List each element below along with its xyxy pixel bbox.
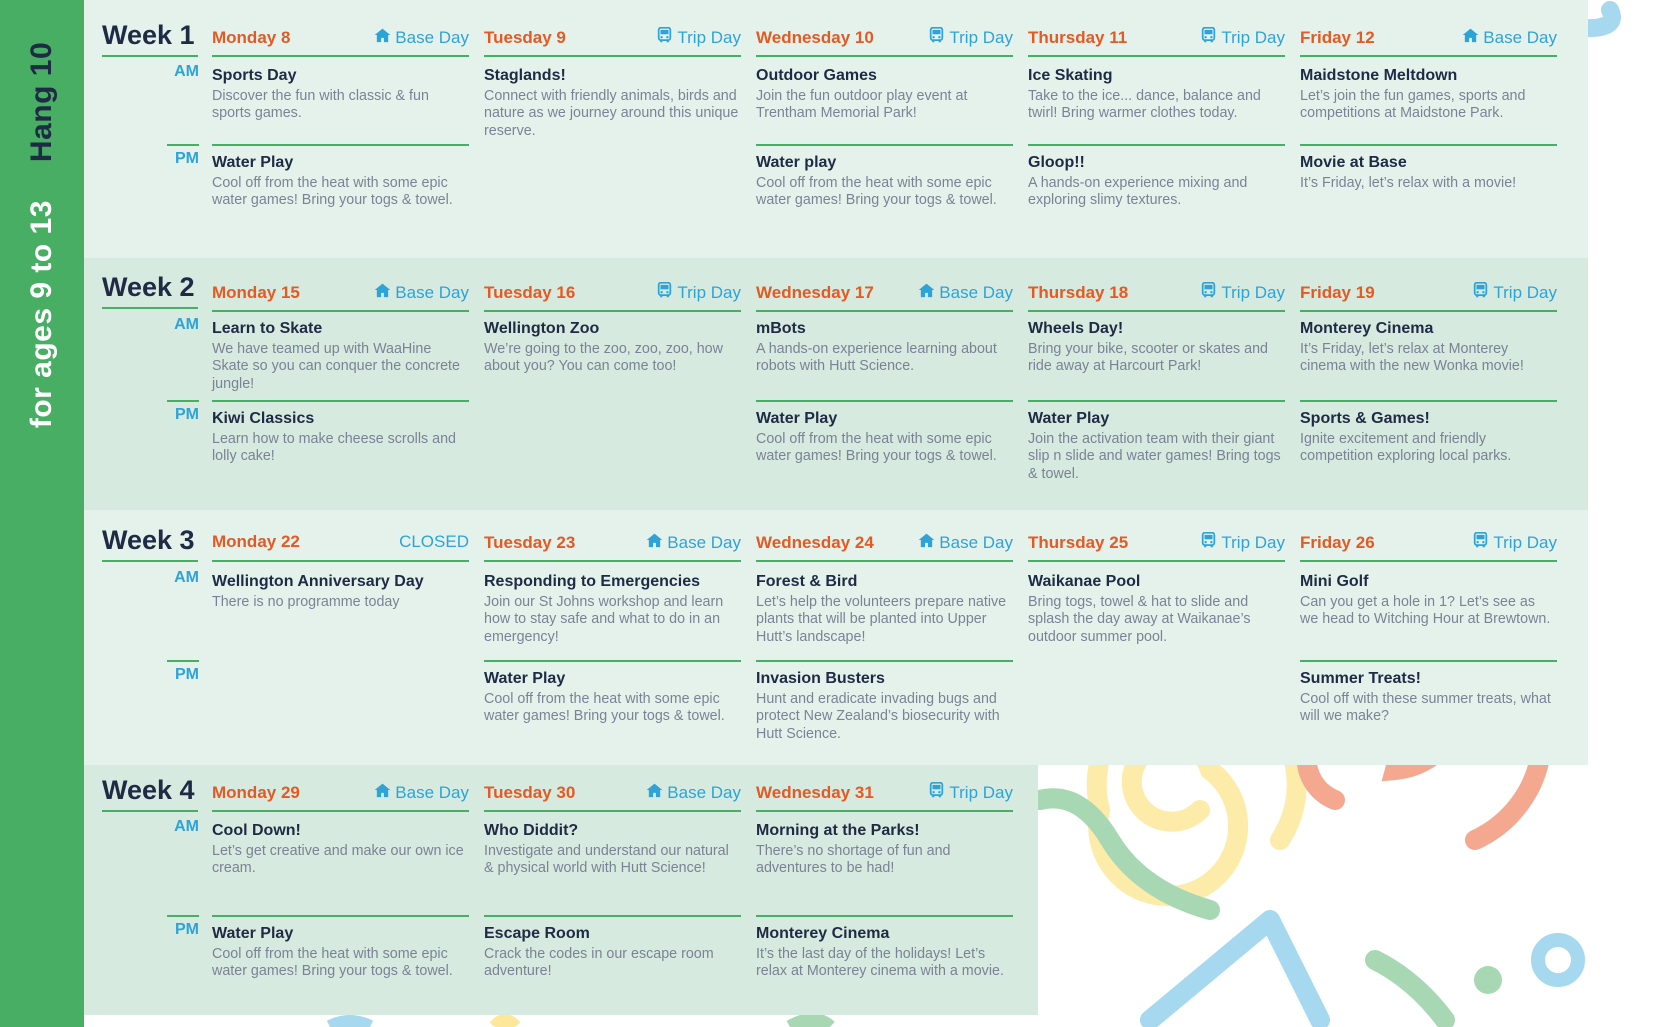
day-column bbox=[1028, 532, 1285, 645]
day-type bbox=[646, 782, 741, 803]
day-column bbox=[1028, 282, 1285, 482]
activity-title: Water Play bbox=[756, 410, 838, 427]
house-icon bbox=[646, 532, 663, 553]
pm-activity bbox=[212, 400, 469, 466]
bus-icon bbox=[656, 282, 673, 303]
pm-activity bbox=[1028, 400, 1285, 483]
day-type-label: Base Day bbox=[667, 782, 741, 802]
activity-description: A hands-on experience learning about robots with Hutt Science. bbox=[756, 341, 997, 375]
activity-description: Join the fun outdoor play event at Trentham Memorial Park! bbox=[756, 88, 968, 122]
day-header bbox=[756, 782, 1013, 812]
am-activity bbox=[212, 822, 469, 878]
activity-description: Investigate and understand our natural & physical world with Hutt Science! bbox=[484, 843, 729, 877]
activity-description: A hands-on experience mixing and exploring slimy textures. bbox=[1028, 175, 1248, 209]
pm-label: PM bbox=[167, 915, 199, 939]
am-activity bbox=[756, 822, 1013, 878]
activity-description: Bring your bike, scooter or skates and ride away at Harcourt Park! bbox=[1028, 341, 1268, 375]
day-name: Friday 19 bbox=[1300, 283, 1375, 302]
house-icon bbox=[1462, 27, 1479, 48]
day-type bbox=[399, 532, 469, 552]
activity-title: Water Play bbox=[212, 925, 294, 942]
bus-icon bbox=[1200, 532, 1217, 553]
pm-activity bbox=[756, 660, 1013, 743]
day-type bbox=[374, 27, 469, 48]
activity-description: Cool off from the heat with some epic water games! Bring your togs & towel. bbox=[756, 175, 997, 209]
day-header bbox=[1300, 282, 1557, 312]
pm-activity bbox=[212, 144, 469, 210]
day-type bbox=[928, 782, 1013, 803]
bus-icon bbox=[928, 27, 945, 48]
day-type bbox=[1462, 27, 1557, 48]
activity-title: Water Play bbox=[484, 670, 566, 687]
day-column bbox=[484, 782, 741, 980]
day-name: Tuesday 9 bbox=[484, 28, 566, 47]
day-type bbox=[656, 27, 741, 48]
bus-icon bbox=[1472, 282, 1489, 303]
bus-icon bbox=[1200, 282, 1217, 303]
day-type-label: Base Day bbox=[395, 27, 469, 47]
day-type bbox=[646, 532, 741, 553]
day-type bbox=[928, 27, 1013, 48]
activity-description: Cool off from the heat with some epic water games! Bring your togs & towel. bbox=[212, 175, 453, 209]
activity-title: Forest & Bird bbox=[756, 573, 858, 590]
day-type-label: Base Day bbox=[395, 782, 469, 802]
activity-title: Sports & Games! bbox=[1300, 410, 1430, 427]
activity-title: mBots bbox=[756, 320, 806, 337]
activity-title: Water play bbox=[756, 154, 837, 171]
activity-title: Ice Skating bbox=[1028, 67, 1113, 84]
activity-description: Join our St Johns workshop and learn how to stay safe and what to do in an emergency! bbox=[484, 594, 724, 645]
pm-activity bbox=[1300, 144, 1557, 192]
activity-title: Sports Day bbox=[212, 67, 297, 84]
week-title: Week 4 bbox=[102, 775, 198, 812]
day-name: Friday 12 bbox=[1300, 28, 1375, 47]
house-icon bbox=[374, 282, 391, 303]
am-activity bbox=[212, 573, 469, 611]
day-header bbox=[212, 282, 469, 312]
am-label: AM bbox=[174, 63, 199, 80]
pm-activity bbox=[484, 915, 741, 981]
week-title: Week 3 bbox=[102, 525, 198, 562]
day-type bbox=[1200, 282, 1285, 303]
day-header bbox=[1028, 282, 1285, 312]
activity-description: Let’s join the fun games, sports and competitions at Maidstone Park. bbox=[1300, 88, 1526, 122]
day-type-label: CLOSED bbox=[399, 532, 469, 551]
week-block bbox=[84, 510, 1588, 765]
day-name: Thursday 18 bbox=[1028, 283, 1129, 302]
activity-description: Join the activation team with their giant slip n slide and water games! Bring togs & towel. bbox=[1028, 431, 1281, 482]
week-block bbox=[84, 0, 1588, 258]
day-header bbox=[1028, 27, 1285, 57]
activity-title: Escape Room bbox=[484, 925, 590, 942]
activity-title: Staglands! bbox=[484, 67, 566, 84]
day-column bbox=[756, 532, 1013, 742]
day-header bbox=[756, 282, 1013, 312]
activity-description: It’s Friday, let’s relax with a movie! bbox=[1300, 175, 1517, 191]
day-header bbox=[1300, 532, 1557, 562]
activity-title: Wellington Anniversary Day bbox=[212, 573, 424, 590]
pm-activity bbox=[756, 400, 1013, 466]
activity-description: Crack the codes in our escape room adventure! bbox=[484, 946, 714, 980]
activity-title: Invasion Busters bbox=[756, 670, 885, 687]
activity-title: Outdoor Games bbox=[756, 67, 877, 84]
am-activity bbox=[756, 67, 1013, 123]
am-activity bbox=[484, 320, 741, 376]
day-type-label: Base Day bbox=[1483, 27, 1557, 47]
am-activity bbox=[756, 573, 1013, 646]
activity-title: Learn to Skate bbox=[212, 320, 323, 337]
pm-activity bbox=[756, 915, 1013, 981]
day-column bbox=[484, 27, 741, 139]
activity-description: Learn how to make cheese scrolls and lolly cake! bbox=[212, 431, 456, 465]
activity-description: We’re going to the zoo, zoo, zoo, how about you? You can come too! bbox=[484, 341, 723, 375]
day-type-label: Base Day bbox=[395, 282, 469, 302]
day-name: Wednesday 31 bbox=[756, 783, 874, 802]
programme-name: Hang 10 bbox=[25, 41, 58, 163]
day-type-label: Trip Day bbox=[1221, 27, 1285, 47]
activity-description: We have teamed up with WaaHine Skate so you can conquer the concrete jungle! bbox=[212, 341, 460, 392]
pm-activity bbox=[1300, 400, 1557, 466]
am-activity bbox=[212, 320, 469, 393]
day-column bbox=[1028, 27, 1285, 209]
am-activity bbox=[1300, 573, 1557, 629]
house-icon bbox=[918, 282, 935, 303]
pm-activity bbox=[212, 915, 469, 981]
day-column bbox=[212, 282, 469, 465]
am-activity bbox=[484, 573, 741, 646]
am-activity bbox=[484, 822, 741, 878]
bus-icon bbox=[928, 782, 945, 803]
activity-title: Responding to Emergencies bbox=[484, 573, 701, 590]
house-icon bbox=[374, 782, 391, 803]
day-name: Monday 29 bbox=[212, 783, 300, 802]
day-type bbox=[918, 282, 1013, 303]
activity-title: Water Play bbox=[1028, 410, 1110, 427]
activity-title: Wheels Day! bbox=[1028, 320, 1124, 337]
am-activity bbox=[1028, 320, 1285, 376]
day-type bbox=[374, 282, 469, 303]
day-type-label: Trip Day bbox=[949, 27, 1013, 47]
day-type-label: Trip Day bbox=[1493, 282, 1557, 302]
day-header bbox=[484, 782, 741, 812]
activity-description: Bring togs, towel & hat to slide and splash the day away at Waikanae’s outdoor summer pool. bbox=[1028, 594, 1251, 645]
activity-description: There is no programme today bbox=[212, 594, 400, 610]
day-name: Monday 8 bbox=[212, 28, 291, 47]
activity-description: Let’s help the volunteers prepare native plants that will be planted into Upper Hutt’s landscape! bbox=[756, 594, 1007, 645]
ages-label: for ages 9 to 13 bbox=[25, 200, 58, 429]
activity-description: Cool off from the heat with some epic water games! Bring your togs & towel. bbox=[756, 431, 997, 465]
activity-description: Connect with friendly animals, birds and nature as we journey around this unique reserve. bbox=[484, 88, 739, 139]
day-column bbox=[1300, 282, 1557, 465]
day-column bbox=[1300, 532, 1557, 725]
sidebar bbox=[0, 0, 84, 1027]
day-type-label: Trip Day bbox=[677, 27, 741, 47]
day-name: Thursday 25 bbox=[1028, 533, 1129, 552]
day-type-label: Trip Day bbox=[1221, 532, 1285, 552]
day-column bbox=[484, 532, 741, 725]
pm-activity bbox=[484, 660, 741, 726]
day-name: Wednesday 24 bbox=[756, 533, 874, 552]
week-block bbox=[84, 765, 1038, 1015]
am-activity bbox=[484, 67, 741, 140]
day-type bbox=[918, 532, 1013, 553]
activity-title: Who Diddit? bbox=[484, 822, 579, 839]
day-column bbox=[1300, 27, 1557, 191]
activity-description: It’s the last day of the holidays! Let’s relax at Monterey cinema with a movie. bbox=[756, 946, 1004, 980]
day-type-label: Trip Day bbox=[677, 282, 741, 302]
day-type bbox=[1200, 532, 1285, 553]
activity-description: It’s Friday, let’s relax at Monterey cinema with the new Wonka movie! bbox=[1300, 341, 1524, 375]
pm-activity bbox=[1028, 144, 1285, 210]
day-type bbox=[656, 282, 741, 303]
pm-label: PM bbox=[167, 660, 199, 684]
activity-title: Gloop!! bbox=[1028, 154, 1085, 171]
activity-title: Cool Down! bbox=[212, 822, 301, 839]
day-name: Friday 26 bbox=[1300, 533, 1375, 552]
activity-title: Mini Golf bbox=[1300, 573, 1369, 590]
day-header bbox=[756, 532, 1013, 562]
week-block bbox=[84, 258, 1588, 510]
day-type bbox=[1200, 27, 1285, 48]
day-column bbox=[756, 27, 1013, 209]
activity-description: Take to the ice... dance, balance and twirl! Bring warmer clothes today. bbox=[1028, 88, 1261, 122]
day-name: Monday 22 bbox=[212, 532, 300, 551]
day-type-label: Trip Day bbox=[949, 782, 1013, 802]
am-label: AM bbox=[174, 818, 199, 835]
activity-description: Cool off with these summer treats, what will we make? bbox=[1300, 691, 1551, 725]
activity-title: Morning at the Parks! bbox=[756, 822, 920, 839]
house-icon bbox=[374, 27, 391, 48]
day-header bbox=[212, 532, 469, 562]
sidebar-title bbox=[25, 42, 59, 428]
am-activity bbox=[1028, 67, 1285, 123]
day-type bbox=[1472, 282, 1557, 303]
day-header bbox=[212, 27, 469, 57]
bus-icon bbox=[656, 27, 673, 48]
activity-description: Let’s get creative and make our own ice cream. bbox=[212, 843, 464, 877]
am-activity bbox=[212, 67, 469, 123]
activity-description: Can you get a hole in 1? Let’s see as we head to Witching Hour at Brewtown. bbox=[1300, 594, 1551, 628]
day-header bbox=[756, 27, 1013, 57]
activity-title: Summer Treats! bbox=[1300, 670, 1421, 687]
day-column bbox=[756, 782, 1013, 980]
activity-title: Kiwi Classics bbox=[212, 410, 315, 427]
bus-icon bbox=[1472, 532, 1489, 553]
pm-activity bbox=[756, 144, 1013, 210]
pm-label: PM bbox=[167, 400, 199, 424]
day-name: Monday 15 bbox=[212, 283, 300, 302]
day-header bbox=[484, 532, 741, 562]
day-header bbox=[212, 782, 469, 812]
pm-label: PM bbox=[167, 144, 199, 168]
activity-description: Cool off from the heat with some epic water games! Bring your togs & towel. bbox=[484, 691, 725, 725]
day-name: Tuesday 23 bbox=[484, 533, 576, 552]
activity-title: Wellington Zoo bbox=[484, 320, 600, 337]
day-header bbox=[484, 27, 741, 57]
activity-title: Monterey Cinema bbox=[1300, 320, 1434, 337]
house-icon bbox=[646, 782, 663, 803]
activity-title: Waikanae Pool bbox=[1028, 573, 1141, 590]
day-name: Thursday 11 bbox=[1028, 28, 1128, 47]
day-type-label: Trip Day bbox=[1493, 532, 1557, 552]
activity-title: Movie at Base bbox=[1300, 154, 1407, 171]
day-header bbox=[484, 282, 741, 312]
am-label: AM bbox=[174, 316, 199, 333]
am-activity bbox=[1300, 320, 1557, 376]
day-type-label: Base Day bbox=[939, 282, 1013, 302]
activity-description: Hunt and eradicate invading bugs and protect New Zealand’s biosecurity with Hutt Science. bbox=[756, 691, 1000, 742]
activity-title: Monterey Cinema bbox=[756, 925, 890, 942]
activity-description: There’s no shortage of fun and adventures to be had! bbox=[756, 843, 951, 877]
activity-description: Cool off from the heat with some epic water games! Bring your togs & towel. bbox=[212, 946, 453, 980]
day-column bbox=[212, 782, 469, 980]
am-label: AM bbox=[174, 569, 199, 586]
day-column bbox=[756, 282, 1013, 465]
day-type-label: Base Day bbox=[667, 532, 741, 552]
activity-title: Maidstone Meltdown bbox=[1300, 67, 1458, 84]
day-header bbox=[1300, 27, 1557, 57]
day-type-label: Base Day bbox=[939, 532, 1013, 552]
am-activity bbox=[756, 320, 1013, 376]
activity-description: Ignite excitement and friendly competition exploring local parks. bbox=[1300, 431, 1512, 465]
day-column bbox=[212, 27, 469, 209]
week-title: Week 1 bbox=[102, 20, 198, 57]
day-name: Wednesday 10 bbox=[756, 28, 874, 47]
day-column bbox=[212, 532, 469, 610]
day-header bbox=[1028, 532, 1285, 562]
day-name: Tuesday 16 bbox=[484, 283, 576, 302]
activity-title: Water Play bbox=[212, 154, 294, 171]
day-name: Wednesday 17 bbox=[756, 283, 874, 302]
am-activity bbox=[1028, 573, 1285, 646]
activity-description: Discover the fun with classic & fun sports games. bbox=[212, 88, 429, 122]
house-icon bbox=[918, 532, 935, 553]
pm-activity bbox=[1300, 660, 1557, 726]
day-type-label: Trip Day bbox=[1221, 282, 1285, 302]
day-column bbox=[484, 282, 741, 375]
day-name: Tuesday 30 bbox=[484, 783, 576, 802]
am-activity bbox=[1300, 67, 1557, 123]
day-type bbox=[1472, 532, 1557, 553]
bus-icon bbox=[1200, 27, 1217, 48]
day-type bbox=[374, 782, 469, 803]
week-title: Week 2 bbox=[102, 272, 198, 309]
